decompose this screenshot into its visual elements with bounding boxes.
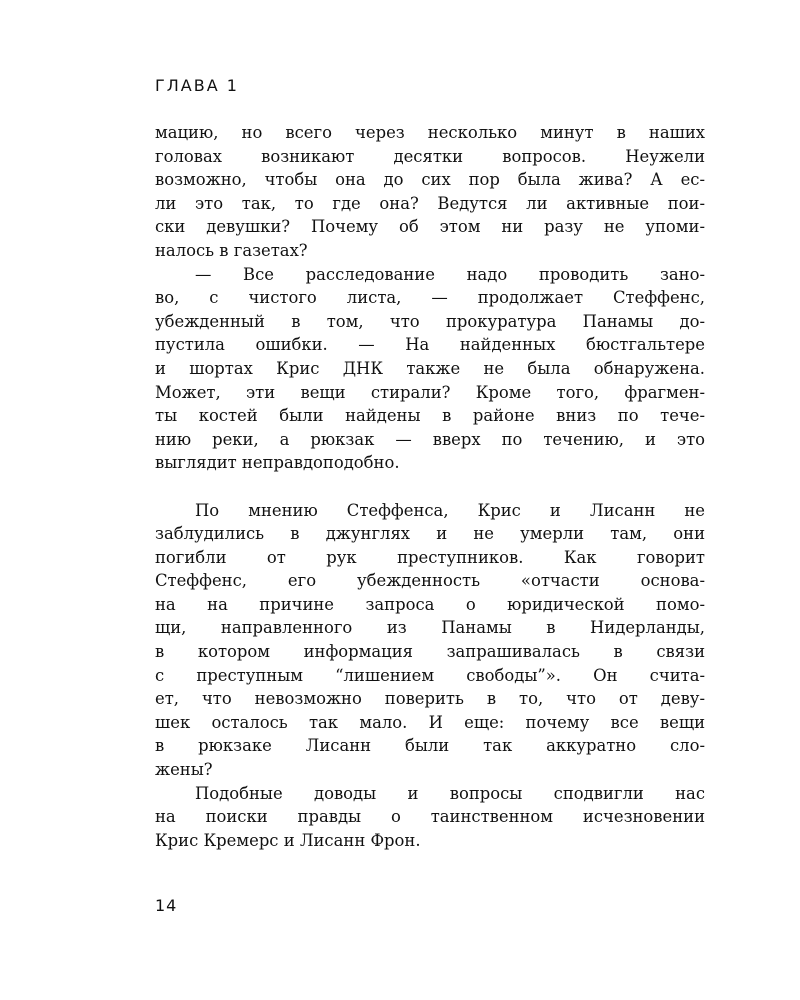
text-line: налось в газетах? xyxy=(155,240,308,260)
text-line: Подобные доводы и вопросы сподвигли нас xyxy=(195,783,705,803)
text-line: Крис Кремерс и Лисанн Фрон. xyxy=(155,830,421,850)
text-line: головах возникают десятки вопросов. Неужели xyxy=(155,146,705,166)
text-line: пустила ошибки. — На найденных бюстгальтере xyxy=(155,335,705,355)
text-line: Может, эти вещи стирали? Кроме того, фрагмен- xyxy=(155,382,705,402)
text-line: ли это так, то где она? Ведутся ли активные пои- xyxy=(155,193,705,213)
paragraph xyxy=(155,499,705,782)
text-line: мацию, но всего через несколько минут в наших xyxy=(155,123,705,142)
text-line: и шортах Крис ДНК также не была обнаружена. xyxy=(155,358,705,378)
text-line: в котором информация запрашивалась в связи xyxy=(155,642,705,662)
paragraph xyxy=(155,121,705,263)
body-text xyxy=(155,121,705,852)
paragraph xyxy=(155,782,705,853)
text-line: шек осталось так мало. И еще: почему все вещи xyxy=(155,712,705,732)
text-line: По мнению Стеффенса, Крис и Лисанн не xyxy=(195,500,705,520)
paragraph-gap xyxy=(155,475,705,499)
text-line: — Все расследование надо проводить зано- xyxy=(195,264,705,284)
text-line: на на причине запроса о юридической помо- xyxy=(155,594,705,614)
text-line: погибли от рук преступников. Как говорит xyxy=(155,547,705,567)
text-line: выглядит неправдоподобно. xyxy=(155,453,400,473)
text-line: на поиски правды о таинственном исчезновении xyxy=(155,807,705,827)
text-line: заблудились в джунглях и не умерли там, они xyxy=(155,524,705,544)
text-line: щи, направленного из Панамы в Нидерланды, xyxy=(155,618,705,638)
text-line: нию реки, а рюкзак — вверх по течению, и это xyxy=(155,429,705,449)
text-line: ски девушки? Почему об этом ни разу не упоми- xyxy=(155,217,705,237)
chapter-header: ГЛАВА 1 xyxy=(155,76,239,95)
text-line: во, с чистого листа, — продолжает Стеффенс, xyxy=(155,288,705,308)
text-line: ты костей были найдены в районе вниз по тече- xyxy=(155,406,705,426)
text-line: возможно, чтобы она до сих пор была жива? А ес- xyxy=(155,170,705,190)
text-line: Стеффенс, его убежденность «отчасти основа- xyxy=(155,571,705,591)
text-line: жены? xyxy=(155,760,213,780)
page-number: 14 xyxy=(155,896,178,915)
text-line: в рюкзаке Лисанн были так аккуратно сло- xyxy=(155,736,705,756)
text-line: ет, что невозможно поверить в то, что от деву- xyxy=(155,689,705,709)
text-line: убежденный в том, что прокуратура Панамы до- xyxy=(155,311,705,331)
paragraph xyxy=(155,263,705,475)
text-line: с преступным “лишением свободы”». Он счита- xyxy=(155,665,705,685)
